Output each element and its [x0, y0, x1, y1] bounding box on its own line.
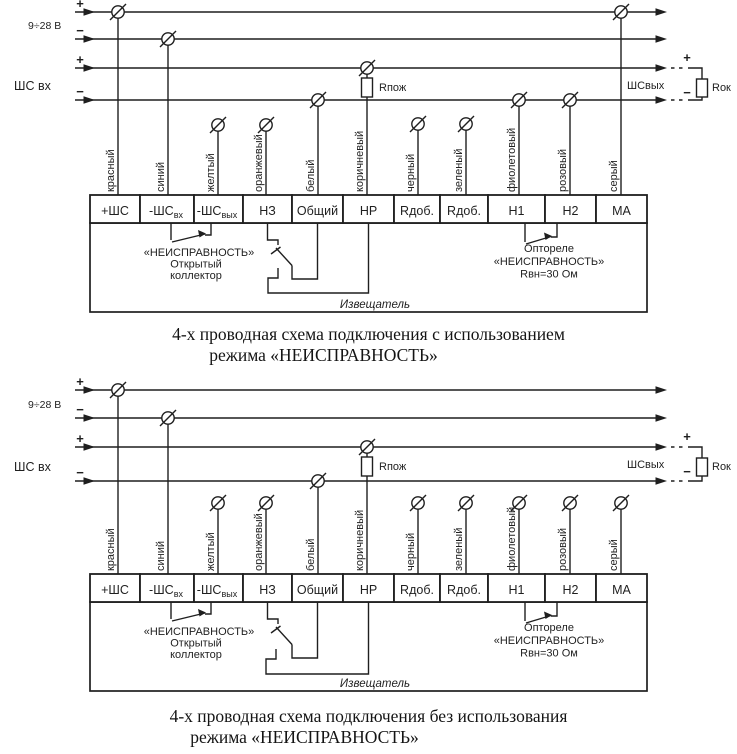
wire-red [105, 382, 126, 574]
terminal-label: $-ШС_{вых}$ [196, 583, 238, 599]
wire-pink [557, 495, 578, 574]
opto-relay-line2: «НЕИСПРАВНОСТЬ» [493, 635, 605, 647]
wire-color-label: красный [105, 528, 117, 571]
screw-terminal-icon [310, 473, 326, 489]
screw-terminal-icon [258, 117, 274, 133]
plus-label: + [683, 50, 691, 65]
screw-terminal-icon [458, 495, 474, 511]
screw-terminal-icon [210, 117, 226, 133]
wire-green [453, 116, 474, 195]
wire-color-label: зеленый [453, 148, 465, 192]
wire-color-label: синий [155, 161, 167, 192]
plus-label: + [76, 52, 84, 67]
wire-orange [253, 117, 274, 195]
opto-relay-line1: Оптореле [524, 622, 574, 634]
wire-color-label: оранжевый [253, 134, 265, 192]
power-plus-line [75, 0, 667, 16]
caption-line2: режима «НЕИСПРАВНОСТЬ» [209, 345, 438, 365]
wire-gray [608, 495, 629, 574]
terminal-label: Н1 [508, 583, 525, 597]
fault-switch-line3: коллектор [170, 270, 222, 282]
power-range-label: 9÷28 В [28, 20, 62, 32]
wire-color-label: оранжевый [253, 513, 265, 571]
wire-color-label: розовый [557, 148, 569, 192]
screw-terminal-icon [410, 116, 426, 132]
wire-color-label: белый [305, 159, 317, 192]
terminal-label: Rдоб. [447, 583, 481, 597]
minus-label: − [76, 402, 84, 417]
terminal-label: +ШС [101, 204, 129, 218]
detector-label: Извещатель [339, 678, 411, 690]
resistor-rok [697, 79, 708, 97]
fault-switch [144, 223, 255, 282]
loop-in-plus-line [75, 431, 702, 458]
wire-color-label: белый [305, 538, 317, 571]
screw-terminal-icon [458, 116, 474, 132]
terminal-label: МА [612, 583, 631, 597]
terminal-label: $-ШС_{вых}$ [196, 204, 238, 220]
power-range-label: 9÷28 В [28, 399, 62, 411]
opto-relay-switch [494, 223, 605, 281]
terminal-label: Н2 [562, 204, 579, 218]
wire-color-label: коричневый [354, 130, 366, 192]
terminal-label: Rдоб. [447, 204, 481, 218]
opto-relay-line1: Оптореле [524, 243, 574, 255]
wire-color-label: фиолетовый [506, 127, 518, 192]
terminal-block [90, 195, 647, 223]
resistor-rfire [362, 78, 373, 97]
resistor-rok-label: Rок [712, 82, 731, 94]
wire-green [453, 495, 474, 574]
screw-terminal-icon [110, 382, 126, 398]
resistor-rfire-label: Rпож [379, 461, 407, 473]
loop-in-label: ШС вх [14, 79, 51, 93]
wire-color-label: зеленый [453, 527, 465, 571]
loop-in-plus-line [75, 52, 702, 79]
screw-terminal-icon [160, 31, 176, 47]
plus-label: + [76, 0, 84, 11]
terminal-label: МА [612, 204, 631, 218]
fault-switch-line2: Открытый [170, 258, 222, 271]
wire-pink [557, 92, 578, 195]
loop-out-label: ШСвых [627, 80, 665, 92]
terminal-label: Н2 [562, 583, 579, 597]
wire-yellow [205, 117, 226, 195]
fault-switch-title: «НЕИСПРАВНОСТЬ» [143, 626, 255, 638]
fault-switch-line2: Открытый [170, 637, 222, 650]
screw-terminal-icon [613, 4, 629, 20]
terminal-label: Общий [296, 204, 339, 218]
terminal-label: +ШС [101, 583, 129, 597]
fault-switch-title: «НЕИСПРАВНОСТЬ» [143, 247, 255, 259]
terminal-label: $-ШС_{вх}$ [149, 204, 183, 220]
terminal-label: НЗ [259, 583, 276, 597]
screw-terminal-icon [160, 410, 176, 426]
wire-color-label: серый [608, 539, 620, 571]
loop-in-label: ШС вх [14, 460, 51, 474]
resistor-rfire-label: Rпож [379, 82, 407, 94]
wire-violet [506, 495, 527, 574]
caption-diagram1 [0, 324, 737, 366]
power-plus-line [75, 375, 667, 394]
terminal-label: Rдоб. [400, 204, 434, 218]
opto-relay-line3: Rвн=30 Ом [520, 647, 578, 660]
opto-relay-switch [494, 602, 605, 660]
terminal-label: Общий [296, 583, 339, 597]
detector-label: Извещатель [339, 299, 411, 311]
caption-line1: 4-х проводная схема подключения с использованием [172, 324, 565, 344]
screw-terminal-icon [613, 495, 629, 511]
wire-color-label: желтый [205, 153, 217, 192]
wire-color-label: розовый [557, 527, 569, 571]
terminal-label: НЗ [259, 204, 276, 218]
terminal-label: $-ШС_{вх}$ [149, 583, 183, 599]
wire-yellow [205, 495, 226, 574]
loop-out-eol [627, 50, 731, 100]
minus-label: − [76, 465, 84, 480]
screw-terminal-icon [410, 495, 426, 511]
fault-switch [144, 602, 255, 661]
wire-blue [155, 31, 176, 195]
loop-out-label: ШСвых [627, 459, 665, 471]
screw-terminal-icon [511, 92, 527, 108]
minus-label: − [76, 23, 84, 38]
wire-blue [155, 410, 176, 574]
opto-relay-line2: «НЕИСПРАВНОСТЬ» [493, 256, 605, 268]
resistor-rok-label: Rок [712, 461, 731, 473]
screw-terminal-icon [258, 495, 274, 511]
terminal-label: Rдоб. [400, 583, 434, 597]
wire-black [405, 495, 426, 574]
plus-label: + [76, 375, 84, 389]
screw-terminal-icon [210, 495, 226, 511]
minus-label: − [76, 84, 84, 99]
screw-terminal-icon [110, 4, 126, 20]
plus-label: + [76, 431, 84, 446]
wire-color-label: черный [405, 532, 417, 571]
caption-diagram2 [0, 706, 737, 748]
loop-out-eol [627, 429, 731, 479]
fault-switch-line3: коллектор [170, 649, 222, 661]
wire-white [305, 473, 326, 574]
terminal-label: НР [359, 204, 378, 218]
resistor-rok [697, 458, 708, 476]
screw-terminal-icon [359, 439, 375, 455]
terminal-block [90, 574, 647, 602]
wire-brown [354, 60, 407, 195]
terminal-label: Н1 [508, 204, 525, 218]
changeover-switch [268, 223, 369, 293]
diagram-without-fault-mode [0, 375, 737, 707]
opto-relay-line3: Rвн=30 Ом [520, 268, 578, 281]
wire-color-label: черный [405, 153, 417, 192]
screw-terminal-icon [562, 92, 578, 108]
caption-line2: режима «НЕИСПРАВНОСТЬ» [190, 727, 419, 747]
diagram-with-fault-mode [0, 0, 737, 322]
minus-label: − [683, 85, 691, 100]
wire-black [405, 116, 426, 195]
caption-line1: 4-х проводная схема подключения без использования [169, 706, 568, 726]
wire-color-label: красный [105, 149, 117, 192]
wire-color-label: серый [608, 160, 620, 192]
screw-terminal-icon [310, 92, 326, 108]
resistor-rfire [362, 457, 373, 476]
wire-color-label: фиолетовый [506, 506, 518, 571]
wire-color-label: желтый [205, 532, 217, 571]
terminal-label: НР [359, 583, 378, 597]
wire-orange [253, 495, 274, 574]
changeover-switch [266, 602, 369, 674]
screw-terminal-icon [359, 60, 375, 76]
wire-color-label: коричневый [354, 509, 366, 571]
plus-label: + [683, 429, 691, 444]
wire-violet [506, 92, 527, 195]
wire-brown [354, 439, 407, 574]
minus-label: − [683, 464, 691, 479]
wire-color-label: синий [155, 540, 167, 571]
wire-white [305, 92, 326, 195]
screw-terminal-icon [562, 495, 578, 511]
